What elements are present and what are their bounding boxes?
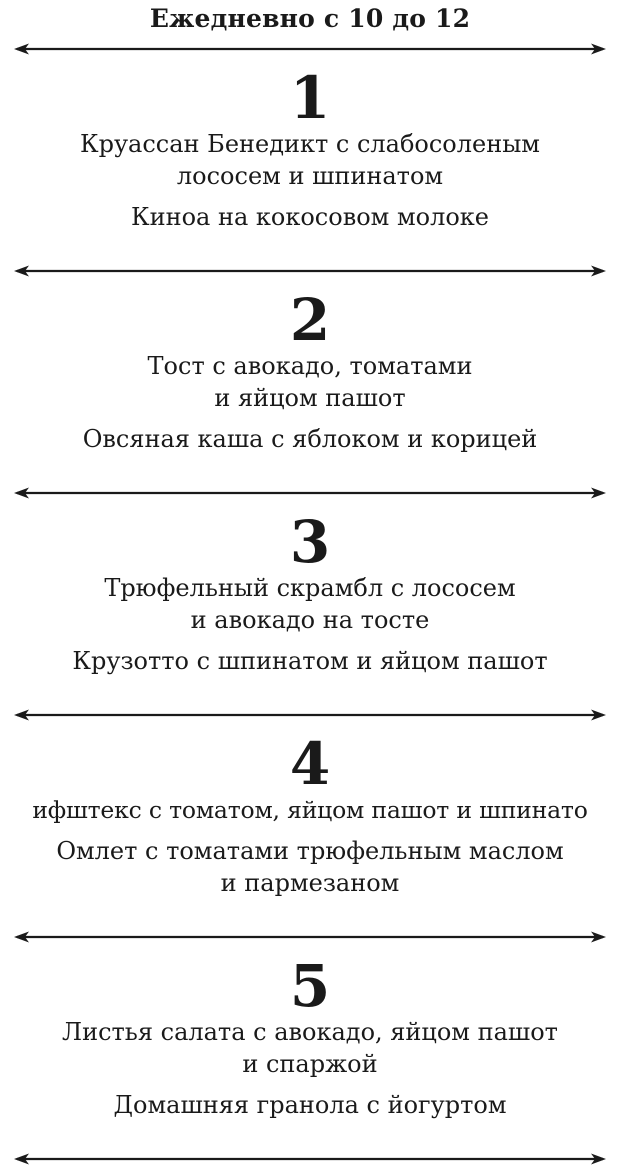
- dish-line: Трюфельный скрамбл с лососем: [104, 574, 516, 602]
- arrow-divider: [14, 1151, 606, 1167]
- menu-section-5: [0, 952, 620, 1121]
- arrow-divider: [14, 263, 606, 279]
- arrow-divider: [14, 41, 606, 57]
- dish-line: Крузотто с шпинатом и яйцом пашот: [72, 647, 548, 675]
- dish-line: и пармезаном: [220, 869, 400, 897]
- section-number: 5: [289, 952, 331, 1020]
- dish-line: Тост с авокадо, томатами: [147, 352, 473, 380]
- dish-line: Листья салата с авокадо, яйцом пашот: [62, 1018, 558, 1046]
- dish-line: Круассан Бенедикт с слабосоленым: [80, 130, 540, 158]
- dish-line: и спаржой: [242, 1050, 378, 1078]
- menu-section-3: [0, 508, 620, 677]
- arrow-divider: [14, 707, 606, 723]
- dish-line: Домашняя гранола с йогуртом: [113, 1091, 507, 1119]
- menu-section-2: [0, 286, 620, 455]
- arrow-divider: [14, 929, 606, 945]
- dish-line: Овсяная каша с яблоком и корицей: [82, 425, 538, 453]
- section-number: 4: [289, 730, 331, 798]
- menu-section-4: [0, 730, 620, 899]
- dish-line: лососем и шпинатом: [176, 162, 444, 190]
- menu-header: Ежедневно с 10 до 12: [149, 4, 471, 33]
- dish-line: ифштекс с томатом, яйцом пашот и шпинато: [32, 796, 588, 824]
- section-number: 3: [289, 508, 331, 576]
- dish-line: и авокадо на тосте: [190, 606, 430, 634]
- arrow-divider: [14, 485, 606, 501]
- dish-line: Омлет с томатами трюфельным маслом: [56, 837, 564, 865]
- section-number: 2: [289, 286, 331, 354]
- section-number: 1: [289, 64, 331, 132]
- menu-section-1: [0, 64, 620, 233]
- dish-line: Киноа на кокосовом молоке: [131, 203, 489, 231]
- dish-line: и яйцом пашот: [214, 384, 406, 412]
